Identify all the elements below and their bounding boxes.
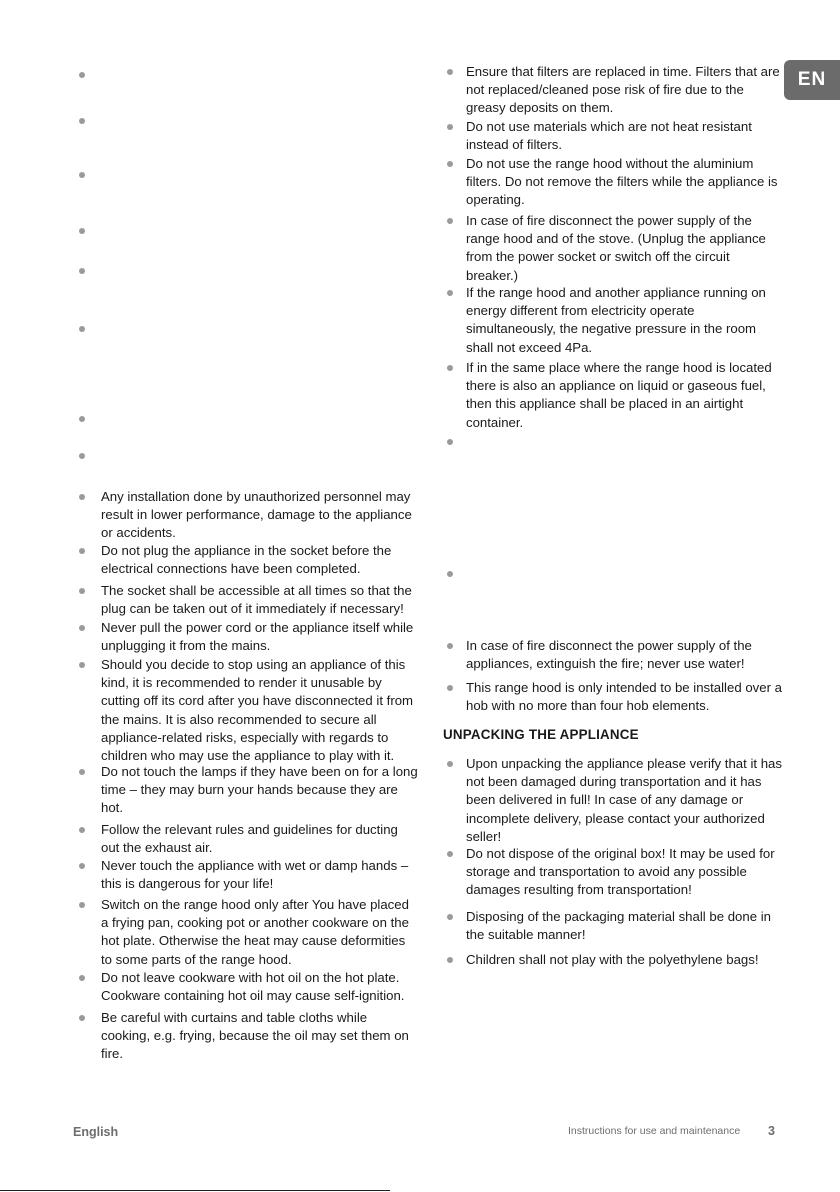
list-item: If the range hood and another appliance running on energy different from electricity operate simultaneously, the negative pressure in the room shall not exceed 4Pa. xyxy=(447,284,783,357)
list-item: Do not dispose of the original box! It may be used for storage and transportation to avoid any possible damages resulting from transportation! xyxy=(447,845,783,900)
list-item: Do not use the range hood without the aluminium filters. Do not remove the filters while the appliance is operating. xyxy=(447,155,783,210)
list-item: If in the same place where the range hood is located there is also an appliance on liquid or gaseous fuel, then this appliance shall be placed in an airtight container. xyxy=(447,359,783,432)
list-item: Do not plug the appliance in the socket before the electrical connections have been completed. xyxy=(79,542,419,578)
footer-title: Instructions for use and maintenance xyxy=(568,1125,741,1137)
list-item: Be careful with curtains and table cloths while cooking, e.g. frying, because the oil may set them on fire. xyxy=(79,1009,419,1064)
section-heading: UNPACKING THE APPLIANCE xyxy=(443,727,639,742)
list-item: Disposing of the packaging material shall be done in the suitable manner! xyxy=(447,908,783,944)
list-item: Children shall not play with the polyethylene bags! xyxy=(447,951,783,969)
list-item: The socket shall be accessible at all times so that the plug can be taken out of it immediately if necessary! xyxy=(79,582,419,618)
page-number: 3 xyxy=(768,1124,775,1138)
list-item: Never touch the appliance with wet or damp hands – this is dangerous for your life! xyxy=(79,857,419,893)
list-item: In case of fire disconnect the power supply of the range hood and of the stove. (Unplug the appliance from the power socket or switch off the circuit breaker.) xyxy=(447,212,783,285)
list-item: Do not touch the lamps if they have been on for a long time – they may burn your hands because they are hot. xyxy=(79,763,419,818)
list-item: Ensure that filters are replaced in time. Filters that are not replaced/cleaned pose risk of fire due to the greasy deposits on them. xyxy=(447,63,783,118)
language-tab: EN xyxy=(784,60,840,100)
list-item: Switch on the range hood only after You have placed a frying pan, cooking pot or another cookware on the hot plate. Otherwise the heat may cause deformities to some parts of the range hood. xyxy=(79,896,419,969)
list-item: Should you decide to stop using an appliance of this kind, it is recommended to render it unusable by cutting off its cord after you have disconnected it from the mains. It is also recommended to secure all appliance-related risks, especially with regards to children who may use the appliance to play with it. xyxy=(79,656,419,765)
list-item: In case of fire disconnect the power supply of the appliances, extinguish the fire; never use water! xyxy=(447,637,783,673)
list-item: Do not use materials which are not heat resistant instead of filters. xyxy=(447,118,783,154)
list-item: Do not leave cookware with hot oil on the hot plate. Cookware containing hot oil may cause self-ignition. xyxy=(79,969,419,1005)
list-item: Upon unpacking the appliance please verify that it has not been damaged during transportation and it has been delivered in full! In case of any damage or incomplete delivery, please contact your authorized seller! xyxy=(447,755,783,846)
list-item: Follow the relevant rules and guidelines for ducting out the exhaust air. xyxy=(79,821,419,857)
bottom-divider xyxy=(0,1190,390,1191)
list-item: Any installation done by unauthorized personnel may result in lower performance, damage to the appliance or accidents. xyxy=(79,488,419,543)
footer-language: English xyxy=(73,1125,119,1139)
list-item: Never pull the power cord or the appliance itself while unplugging it from the mains. xyxy=(79,619,419,655)
list-item: This range hood is only intended to be installed over a hob with no more than four hob elements. xyxy=(447,679,783,715)
